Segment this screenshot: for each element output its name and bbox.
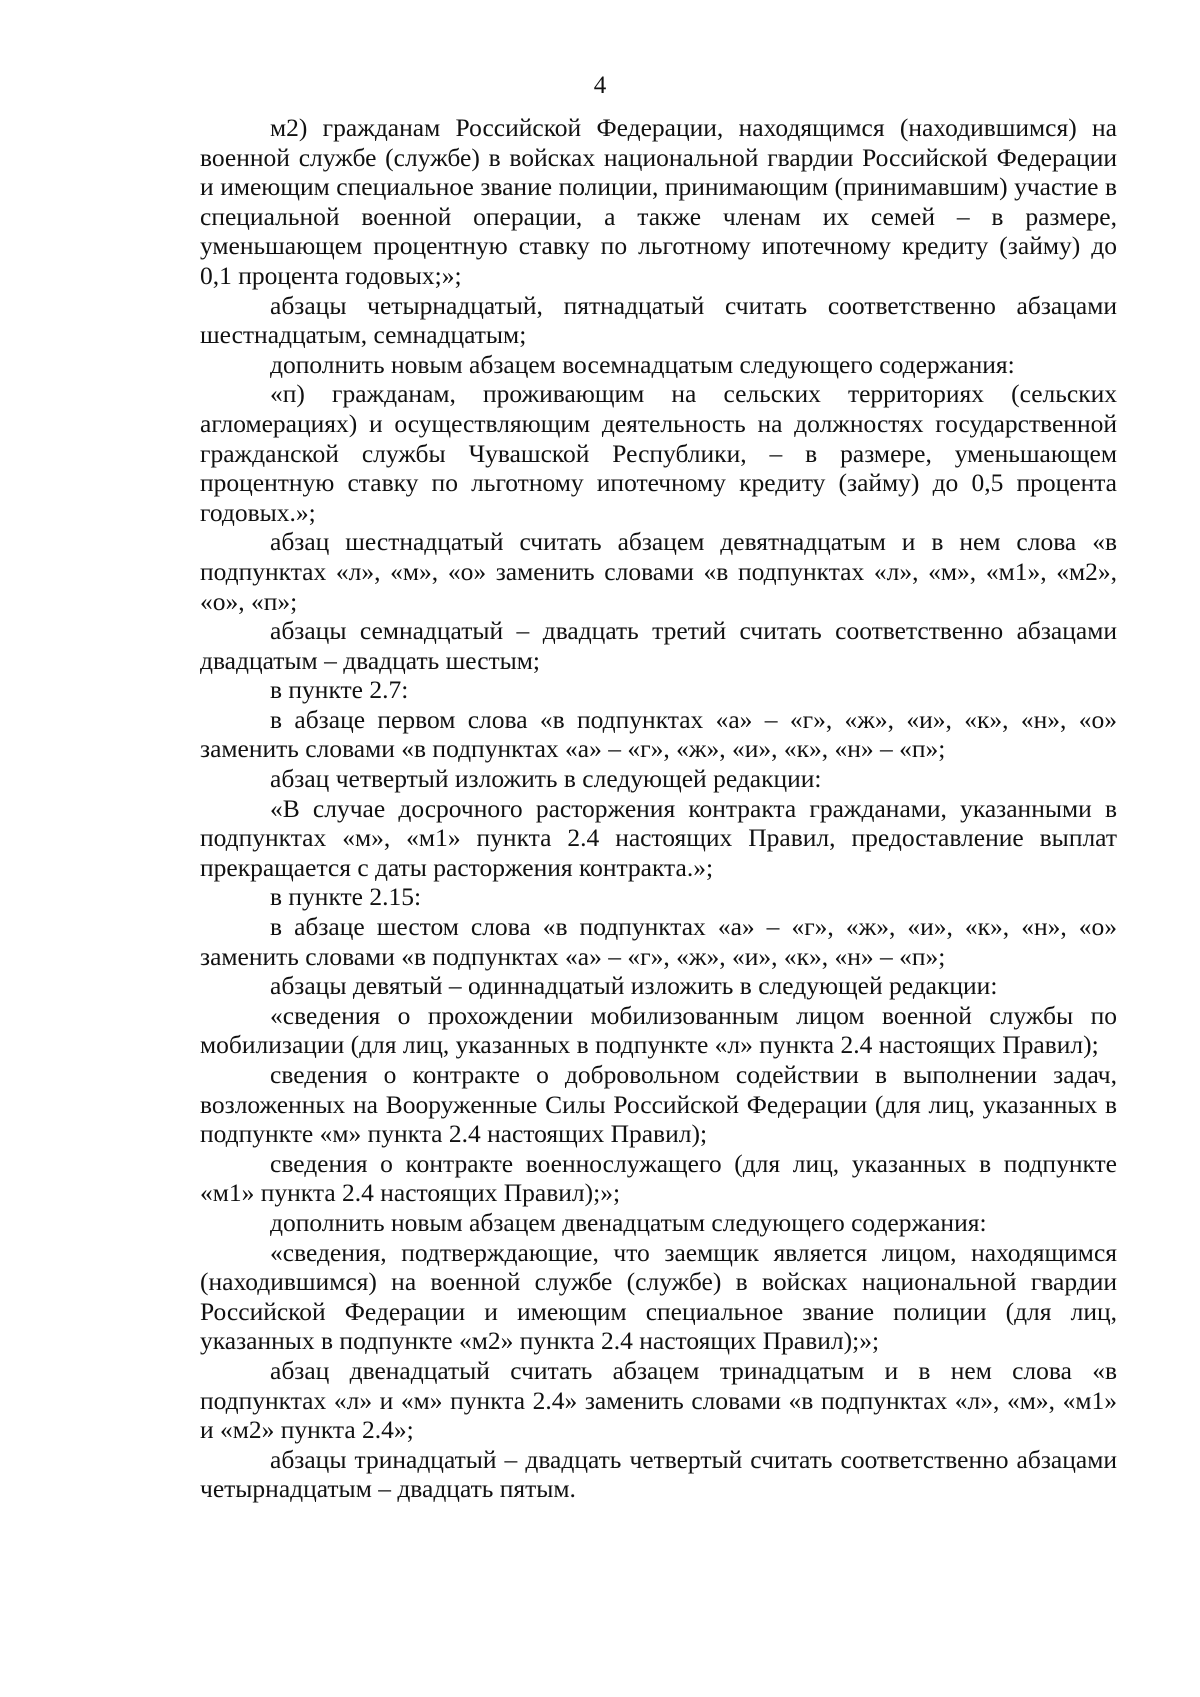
paragraph: «В случае досрочного расторжения контракта гражданами, указанными в подпунктах «м», «м1» пункта 2.4 настоящих Правил, предоставление выплат прекращается с даты расторжения контракта.»;	[200, 793, 1117, 882]
page-number: 4	[593, 72, 607, 99]
paragraph: «сведения, подтверждающие, что заемщик является лицом, находящимся (находившимся) на военной службе (службе) в войсках национальной гвардии Российской Федерации и имеющим специальное звание полиции (для лиц, указанных в подпункте «м2» пункта 2.4 настоящих Правил);»;	[200, 1237, 1117, 1356]
paragraph: «сведения о прохождении мобилизованным лицом военной службы по мобилизации (для лиц, указанных в подпункте «л» пункта 2.4 настоящих Правил);	[200, 1000, 1117, 1060]
paragraph: в абзаце шестом слова «в подпунктах «а» – «г», «ж», «и», «к», «н», «о» заменить словами «в подпунктах «а» – «г», «ж», «и», «к», «н» – «п»;	[200, 912, 1117, 971]
paragraph: абзац четвертый изложить в следующей редакции:	[270, 764, 822, 794]
paragraph: дополнить новым абзацем восемнадцатым следующего содержания:	[270, 349, 1015, 379]
paragraph: в пункте 2.15:	[270, 882, 422, 912]
paragraph: м2) гражданам Российской Федерации, находящимся (находившимся) на военной службе (службе) в войсках национальной гвардии Российской Федерации и имеющим специальное звание полиции, принимающим (принимавшим) участие в специальной военной операции, а также членам их семей – в размере, уменьшающем процентную ставку по льготному ипотечному кредиту (займу) до 0,1 процента годовых;»;	[200, 113, 1117, 290]
paragraph: абзацы тринадцатый – двадцать четвертый считать соответственно абзацами четырнадцатым – двадцать пятым.	[200, 1444, 1117, 1504]
paragraph: в абзаце первом слова «в подпунктах «а» – «г», «ж», «и», «к», «н», «о» заменить словами «в подпунктах «а» – «г», «ж», «и», «к», «н» – «п»;	[200, 704, 1117, 764]
document-body	[200, 113, 1117, 1504]
paragraph: абзацы девятый – одиннадцатый изложить в следующей редакции:	[270, 971, 998, 1001]
paragraph: дополнить новым абзацем двенадцатым следующего содержания:	[270, 1207, 987, 1237]
paragraph: абзацы четырнадцатый, пятнадцатый считать соответственно абзацами шестнадцатым, семнадцатым;	[200, 290, 1117, 350]
paragraph: «п) гражданам, проживающим на сельских территориях (сельских агломерациях) и осуществляющим деятельность на должностях государственной гражданской службы Чувашской Республики, – в размере, уменьшающем процентную ставку по льготному ипотечному кредиту (займу) до 0,5 процента годовых.»;	[200, 379, 1117, 527]
paragraph: сведения о контракте о добровольном содействии в выполнении задач, возложенных на Вооруженные Силы Российской Федерации (для лиц, указанных в подпункте «м» пункта 2.4 настоящих Правил);	[200, 1060, 1117, 1149]
paragraph: абзацы семнадцатый – двадцать третий считать соответственно абзацами двадцатым – двадцать шестым;	[200, 616, 1117, 675]
paragraph: сведения о контракте военнослужащего (для лиц, указанных в подпункте «м1» пункта 2.4 настоящих Правил);»;	[200, 1148, 1117, 1208]
paragraph: в пункте 2.7:	[270, 675, 409, 705]
paragraph: абзац двенадцатый считать абзацем тринадцатым и в нем слова «в подпунктах «л» и «м» пункта 2.4» заменить словами «в подпунктах «л», «м», «м1» и «м2» пункта 2.4»;	[200, 1355, 1117, 1445]
paragraph: абзац шестнадцатый считать абзацем девятнадцатым и в нем слова «в подпунктах «л», «м», «о» заменить словами «в подпунктах «л», «м», «м1», «м2», «о», «п»;	[200, 527, 1117, 616]
